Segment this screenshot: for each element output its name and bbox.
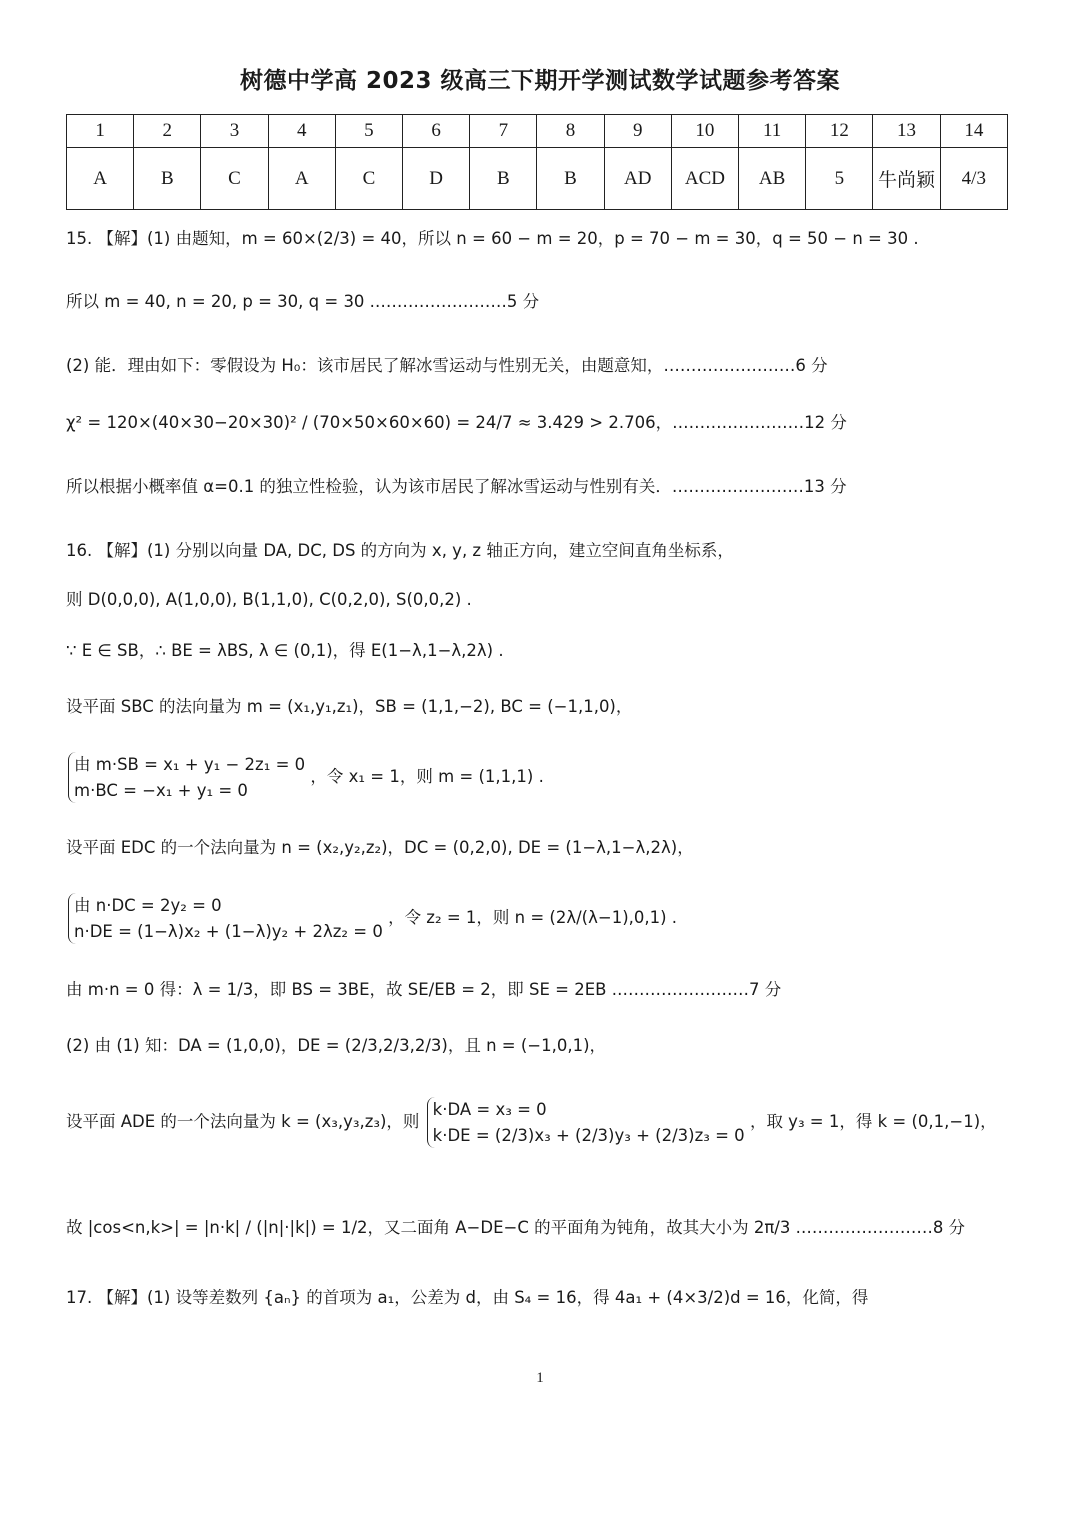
answer-table: [66, 114, 1008, 210]
solution-15-summary: 所以 m = 40, n = 20, p = 30, q = 30 .……………………5 分: [66, 292, 540, 311]
answer-table-header-row: [67, 115, 1008, 148]
question-number: 10: [671, 115, 738, 148]
solution-16-plane-edc: 设平面 EDC 的一个法向量为 n = (x₂,y₂,z₂)，DC = (0,2,0), DE = (1−λ,1−λ,2λ)，: [66, 838, 694, 857]
solution-15-part2-hypothesis: (2) 能．理由如下：零假设为 H₀：该市居民了解冰雪运动与性别无关，由题意知，……………………6 分: [66, 356, 828, 375]
answer-cell: ACD: [671, 148, 738, 210]
question-number: 3: [201, 115, 268, 148]
solution-16-setup: 16. 【解】(1) 分别以向量 DA, DC, DS 的方向为 x, y, z 轴正方向，建立空间直角坐标系，: [66, 541, 734, 560]
question-number: 12: [806, 115, 873, 148]
solution-16-lambda: 由 m·n = 0 得：λ = 1/3，即 BS = 3BE，故 SE/EB = 2，即 SE = 2EB .……………………7 分: [66, 980, 782, 999]
solution-16-plane-ade: [66, 1097, 997, 1148]
solution-17-start: 17. 【解】(1) 设等差数列 {aₙ} 的首项为 a₁，公差为 d，由 S₄ = 16，得 4a₁ + (4×3/2)d = 16，化简，得: [66, 1288, 869, 1307]
system-result: ，取 y₃ = 1，得 k = (0,1,−1)，: [749, 1112, 997, 1132]
question-number: 1: [67, 115, 134, 148]
solution-16-point-e: ∵ E ∈ SB，∴ BE = λBS, λ ∈ (0,1)，得 E(1−λ,1−λ,2λ) .: [66, 641, 504, 660]
question-number: 9: [604, 115, 671, 148]
system-result: ，令 z₂ = 1，则 n = (2λ/(λ−1),0,1) .: [388, 908, 678, 928]
answer-cell: 5: [806, 148, 873, 210]
equation-line: k·DE = (2/3)x₃ + (2/3)y₃ + (2/3)z₃ = 0: [432, 1125, 745, 1145]
answer-cell: B: [470, 148, 537, 210]
answer-cell: B: [134, 148, 201, 210]
question-number: 2: [134, 115, 201, 148]
answer-table-answer-row: [67, 148, 1008, 210]
solution-15-conclusion: 所以根据小概率值 α=0.1 的独立性检验，认为该市居民了解冰雪运动与性别有关．……………………13 分: [66, 477, 847, 496]
answer-cell: C: [335, 148, 402, 210]
equation-line: n·DE = (1−λ)x₂ + (1−λ)y₂ + 2λz₂ = 0: [74, 921, 383, 941]
solution-15-chi-square: χ² = 120×(40×30−20×30)² / (70×50×60×60) = 24/7 ≈ 3.429 > 2.706，……………………12 分: [66, 413, 847, 432]
answer-cell: C: [201, 148, 268, 210]
solution-16-angle: 故 |cos<n,k>| = |n·k| / (|n|·|k|) = 1/2，又二面角 A−DE−C 的平面角为钝角，故其大小为 2π/3 .……………………8 分: [66, 1218, 966, 1237]
equation-line: k·DA = x₃ = 0: [432, 1100, 547, 1119]
solution-16-coordinates: 则 D(0,0,0), A(1,0,0), B(1,1,0), C(0,2,0), S(0,0,2) .: [66, 590, 472, 609]
answer-cell: D: [403, 148, 470, 210]
question-number: 5: [335, 115, 402, 148]
equation-line: 由 n·DC = 2y₂ = 0: [74, 896, 222, 915]
equation-system: [68, 752, 305, 803]
equation-system: [68, 893, 383, 944]
question-number: 11: [739, 115, 806, 148]
system-result: ，令 x₁ = 1，则 m = (1,1,1) .: [310, 767, 544, 787]
solution-15-part1: 15. 【解】(1) 由题知，m = 60×(2/3) = 40，所以 n = 60 − m = 20，p = 70 − m = 30，q = 50 − n = 30 .: [66, 229, 919, 248]
answer-cell: 牛尚颖: [873, 148, 940, 210]
equation-line: 由 m·SB = x₁ + y₁ − 2z₁ = 0: [74, 755, 306, 774]
page-number: 1: [536, 1370, 544, 1386]
question-number: 14: [940, 115, 1007, 148]
plane-ade-intro: 设平面 ADE 的一个法向量为 k = (x₃,y₃,z₃)，则: [66, 1112, 420, 1132]
answer-cell: AB: [739, 148, 806, 210]
question-number: 4: [268, 115, 335, 148]
answer-cell: 4/3: [940, 148, 1007, 210]
answer-cell: B: [537, 148, 604, 210]
question-number: 8: [537, 115, 604, 148]
equation-system: [427, 1097, 745, 1148]
page-title: 树德中学高 2023 级高三下期开学测试数学试题参考答案: [239, 68, 841, 94]
question-number: 13: [873, 115, 940, 148]
solution-16-system-m: [66, 752, 544, 803]
answer-cell: AD: [604, 148, 671, 210]
question-number: 7: [470, 115, 537, 148]
answer-cell: A: [268, 148, 335, 210]
solution-16-plane-sbc: 设平面 SBC 的法向量为 m = (x₁,y₁,z₁)，SB = (1,1,−2), BC = (−1,1,0)，: [66, 697, 633, 716]
solution-16-part2-vectors: (2) 由 (1) 知：DA = (1,0,0)，DE = (2/3,2/3,2/3)，且 n = (−1,0,1)，: [66, 1036, 607, 1055]
equation-line: m·BC = −x₁ + y₁ = 0: [74, 780, 248, 800]
solution-16-system-n: [66, 893, 677, 944]
answer-cell: A: [67, 148, 134, 210]
question-number: 6: [403, 115, 470, 148]
